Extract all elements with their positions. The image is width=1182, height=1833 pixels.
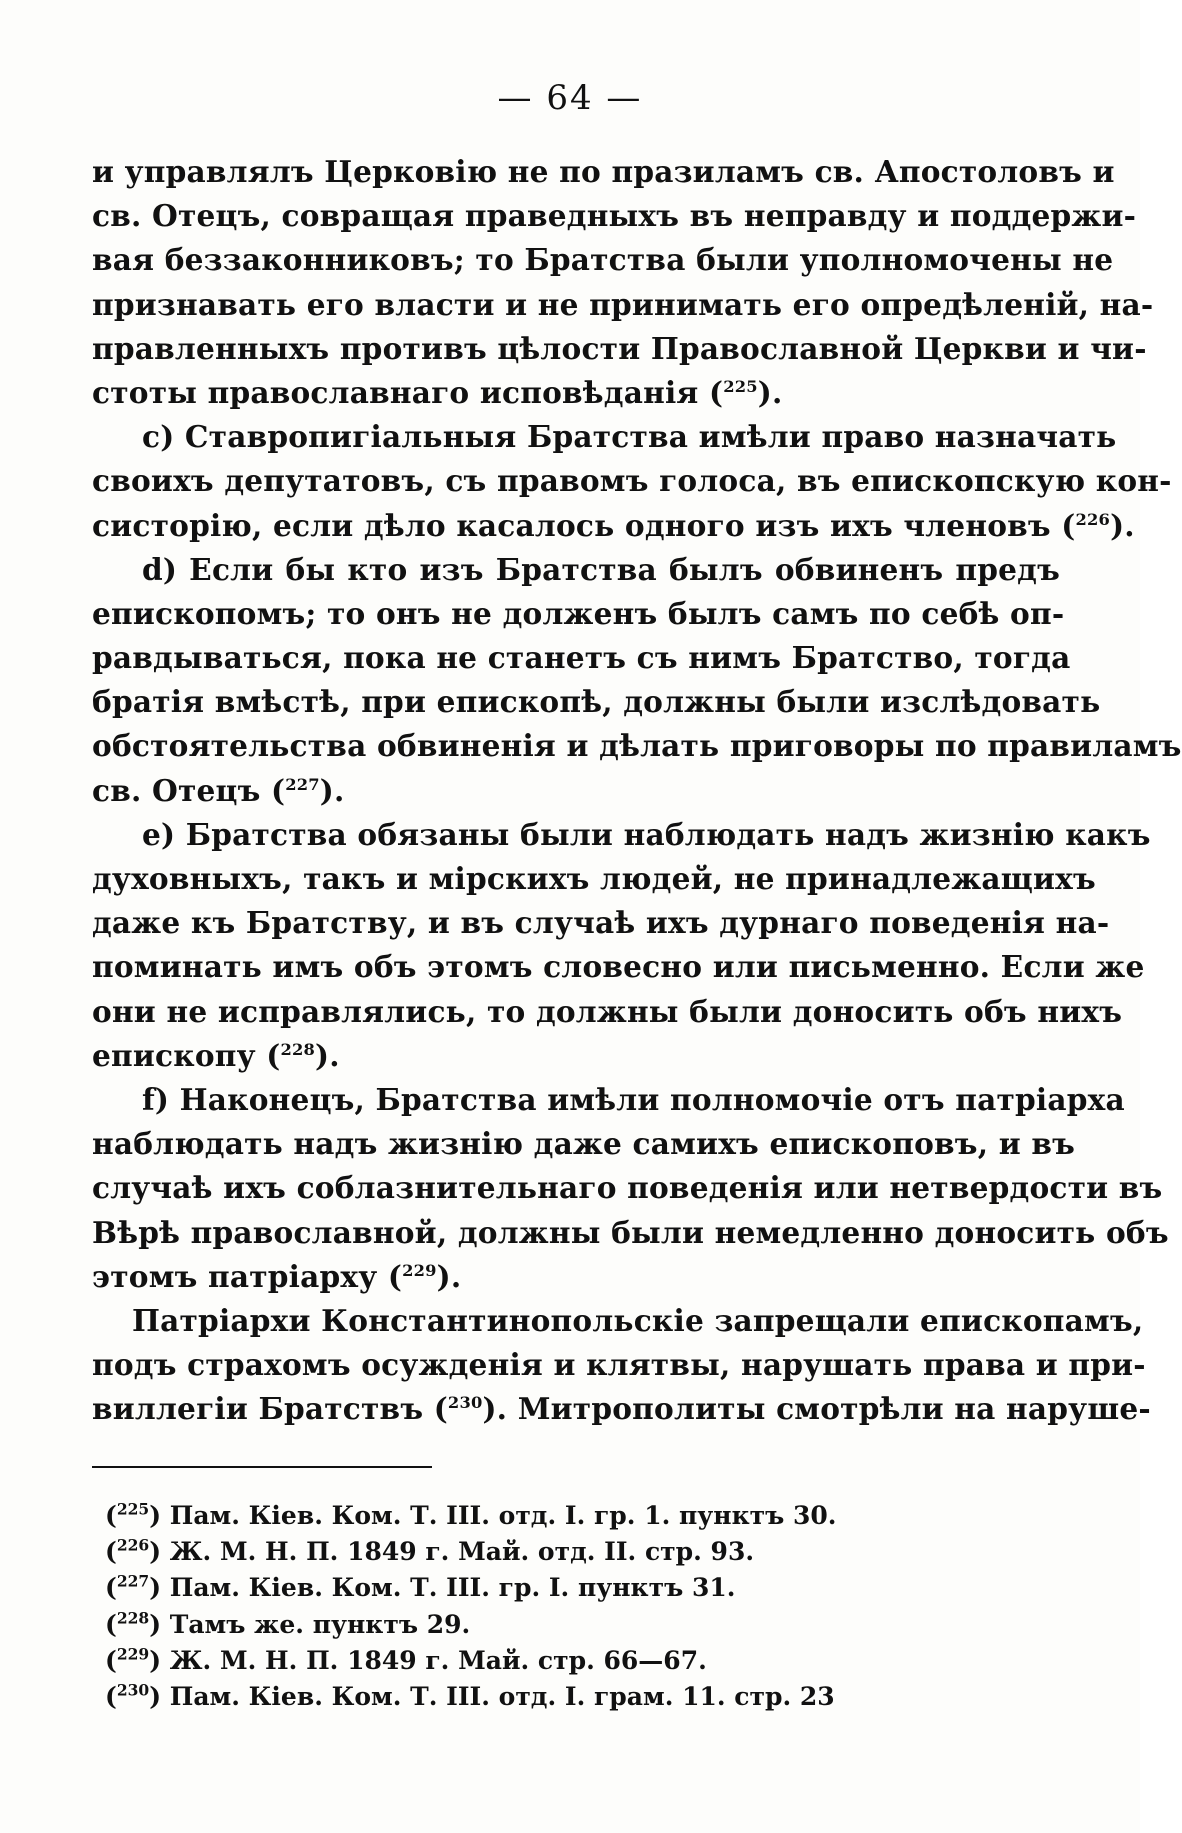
text-line: духовныхъ, такъ и мірскихъ людей, не принадлежащихъ bbox=[92, 861, 1096, 896]
footnote: ($^{227}$) Пам. Кіев. Ком. Т. III. гр. I. пунктъ 31. bbox=[105, 1572, 736, 1603]
footnote: ($^{226}$) Ж. М. Н. П. 1849 г. Май. отд. II. стр. 93. bbox=[105, 1535, 755, 1567]
footnote-mark: 227 bbox=[116, 1572, 150, 1592]
text-line: подъ страхомъ осужденія и клятвы, нарушать права и при- bbox=[92, 1347, 1146, 1383]
text-line: вая беззаконниковъ; то Братства были уполномочены не bbox=[92, 242, 1114, 278]
text-line: даже къ Братству, и въ случаѣ ихъ дурнаго поведенія на- bbox=[92, 905, 1110, 941]
text-line: стоты православнаго исповѣданія ($^{225}$). bbox=[92, 374, 783, 410]
footnote-mark: 226 bbox=[116, 1535, 150, 1555]
footnotes bbox=[105, 1498, 1005, 1715]
text-line: епископомъ; то онъ не долженъ былъ самъ по себѣ оп- bbox=[92, 595, 1065, 631]
text-line: св. Отецъ ($^{227}$). bbox=[92, 772, 345, 808]
footnote-ref: 229 bbox=[402, 1260, 437, 1280]
footnote-mark: 225 bbox=[116, 1499, 150, 1519]
footnote-ref: 227 bbox=[285, 774, 320, 794]
footnote-ref: 228 bbox=[280, 1039, 316, 1059]
text-line: наблюдать надъ жизнію даже самихъ епископовъ, и въ bbox=[92, 1126, 1076, 1162]
text-line: e) Братства обязаны были наблюдать надъ жизнію какъ bbox=[142, 816, 1151, 852]
text-line: d) Если бы кто изъ Братства былъ обвиненъ предъ bbox=[142, 551, 1060, 587]
text-line: случаѣ ихъ соблазнительнаго поведенія или нетвердости въ bbox=[92, 1170, 1163, 1206]
footnote-divider bbox=[92, 1466, 432, 1468]
text-line: правленныхъ противъ цѣлости Православной Церкви и чи- bbox=[92, 330, 1147, 366]
footnote-mark: 229 bbox=[116, 1644, 150, 1664]
footnote-ref: 226 bbox=[1075, 509, 1111, 529]
footnote: ($^{225}$) Пам. Кіев. Ком. Т. III. отд. I. гр. 1. пунктъ 30. bbox=[105, 1499, 837, 1530]
page-number: — 64 — bbox=[497, 78, 643, 118]
text-line: своихъ депутатовъ, съ правомъ голоса, въ епископскую кон- bbox=[92, 463, 1172, 499]
text-line: Патріархи Константинопольскіе запрещали епископамъ, bbox=[132, 1302, 1144, 1338]
footnote: ($^{229}$) Ж. М. Н. П. 1849 г. Май. стр. 66—67. bbox=[105, 1644, 707, 1675]
text-line: обстоятельства обвиненія и дѣлать приговоры по правиламъ bbox=[92, 728, 1182, 764]
text-line: этомъ патріарху ($^{229}$). bbox=[92, 1258, 462, 1294]
text-line: они не исправлялись, то должны были доносить объ нихъ bbox=[92, 993, 1123, 1029]
text-line: равдываться, пока не станетъ съ нимъ Братство, тогда bbox=[92, 640, 1071, 676]
text-line: св. Отецъ, совращая праведныхъ въ неправду и поддержи- bbox=[92, 198, 1137, 234]
text-line: поминать имъ объ этомъ словесно или письменно. Если же bbox=[92, 949, 1145, 985]
text-line: систорію, если дѣло касалось одного изъ ихъ членовъ ($^{226}$). bbox=[92, 507, 1135, 543]
footnote-mark: 230 bbox=[116, 1680, 150, 1700]
text-line: епископу ($^{228}$). bbox=[92, 1037, 340, 1073]
footnote: ($^{230}$) Пам. Кіев. Ком. Т. III. отд. I. грам. 11. стр. 23 bbox=[105, 1680, 835, 1712]
text-line: и управлялъ Церковію не по празиламъ св. Апостоловъ и bbox=[92, 154, 1115, 189]
footnote-ref: 230 bbox=[447, 1393, 483, 1413]
text-line: братія вмѣстѣ, при епископѣ, должны были изслѣдовать bbox=[92, 684, 1101, 720]
text-line: c) Ставропигіальныя Братства имѣли право назначать bbox=[142, 419, 1117, 455]
text-line: f) Наконецъ, Братства имѣли полномочіе отъ патріарха bbox=[142, 1081, 1125, 1117]
text-line: признавать его власти и не принимать его опредѣленій, на- bbox=[92, 286, 1154, 322]
footnote: ($^{228}$) Тамъ же. пунктъ 29. bbox=[105, 1608, 471, 1639]
body-text bbox=[92, 150, 1182, 1431]
footnote-ref: 225 bbox=[723, 377, 758, 397]
text-line: виллегіи Братствъ ($^{230}$). Митрополиты смотрѣли на наруше- bbox=[92, 1391, 1151, 1427]
text-line: Вѣрѣ православной, должны были немедленно доносить объ bbox=[92, 1214, 1169, 1250]
footnote-mark: 228 bbox=[116, 1608, 150, 1628]
